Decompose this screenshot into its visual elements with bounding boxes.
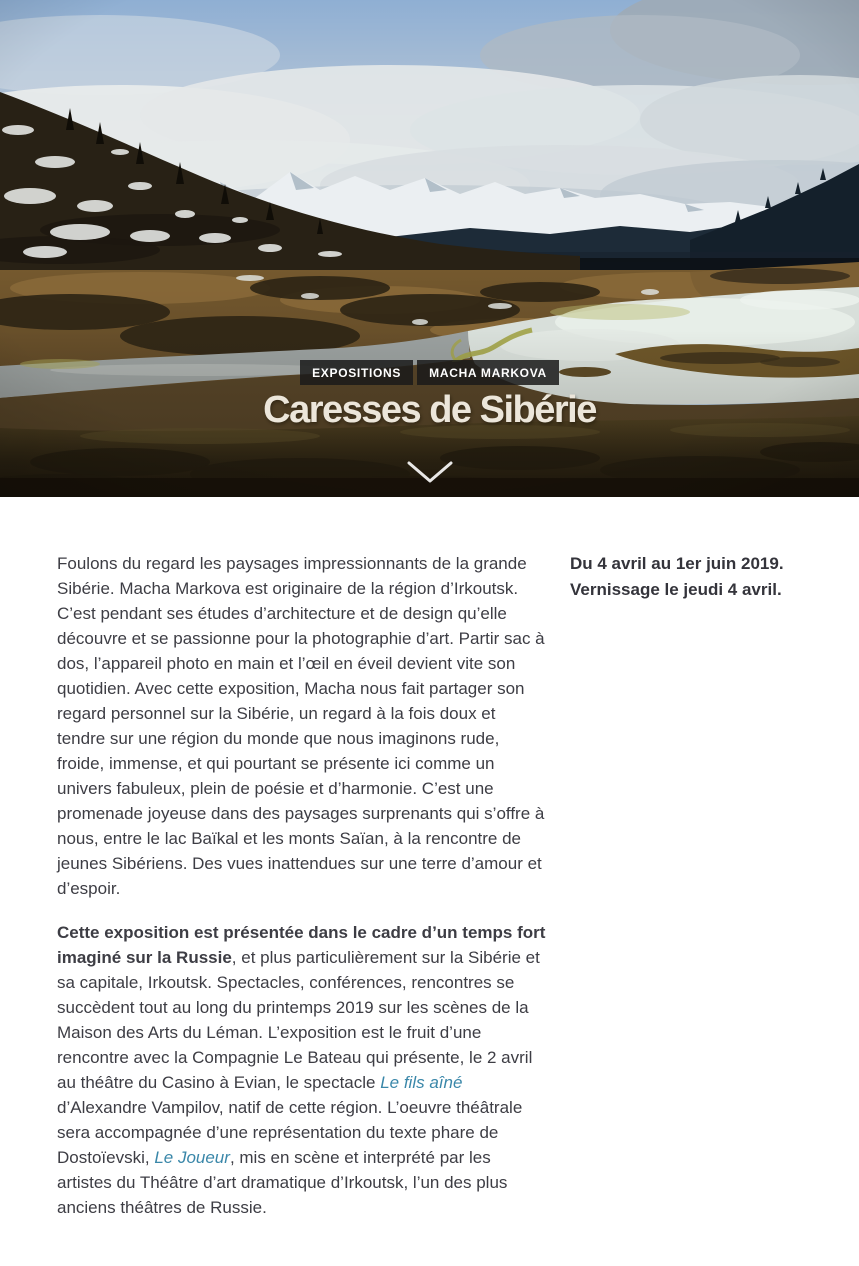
article-section [0, 497, 859, 1266]
hero-banner [0, 0, 859, 497]
page-title: Caresses de Sibérie [263, 389, 596, 431]
paragraph-context-text-c: , mis en scène et interprété par les artistes du Théâtre d’art dramatique d’Irkoutsk, l’un des plus anciens théâtres de Russie. [57, 1148, 508, 1217]
paragraph-intro-text: Foulons du regard les paysages impressionnants de la grande Sibérie. Macha Markova est originaire de la région d’Irkoutsk. C’est pendant ses études d’architecture et de design qu’elle découvre et se passionne pour la photographie d’art. Partir sac à dos, l’appareil photo en main et l’œil en éveil devient vite son quotidien. Avec cette exposition, Macha nous fait partager son regard personnel sur la Sibérie, un regard à la fois doux et tendre sur une région du monde que nous imaginons rude, froide, immense, et qui pourtant se présente ici comme un univers fabuleux, plein de poésie et d’harmonie. C’est une promenade joyeuse dans des paysages surprenants qui s’offre à nous, entre le lac Baïkal et les monts Saïan, à la rencontre de jeunes Sibériens. Des vues inattendues sur une terre d’amour et d’espoir. [57, 554, 545, 898]
paragraph-context [57, 920, 546, 1220]
breadcrumb-item-expositions[interactable]: EXPOSITIONS [300, 360, 413, 385]
article-body [57, 551, 546, 1220]
paragraph-context-text-a: , et plus particulièrement sur la Sibérie et sa capitale, Irkoutsk. Spectacles, conférences, rencontres se succèdent tout au long du printemps 2019 sur les scènes de la Maison des Arts du Léman. L’exposition est le fruit d’une rencontre avec la Compagnie Le Bateau qui présente, le 2 avril au théâtre du Casino à Evian, le spectacle [57, 948, 540, 1092]
breadcrumb-item-macha-markova[interactable]: MACHA MARKOVA [417, 360, 559, 385]
event-vernissage: Vernissage le jeudi 4 avril. [570, 580, 782, 599]
event-dates-range: Du 4 avril au 1er juin 2019. [570, 554, 784, 573]
scroll-down-button[interactable] [405, 458, 455, 486]
breadcrumb [0, 360, 859, 385]
link-le-joueur[interactable]: Le Joueur [154, 1148, 230, 1167]
paragraph-context-bold: Cette exposition est présentée dans le cadre d’un temps fort imaginé sur la Russie [57, 923, 546, 967]
paragraph-context-text-b: d’Alexandre Vampilov, natif de cette région. L’oeuvre théâtrale sera accompagnée d’une représentation du texte phare de Dostoïevski, [57, 1098, 523, 1167]
paragraph-intro [57, 551, 546, 901]
link-le-fils-aine[interactable]: Le fils aîné [380, 1073, 463, 1092]
chevron-down-icon [407, 460, 453, 484]
event-dates [570, 551, 802, 603]
